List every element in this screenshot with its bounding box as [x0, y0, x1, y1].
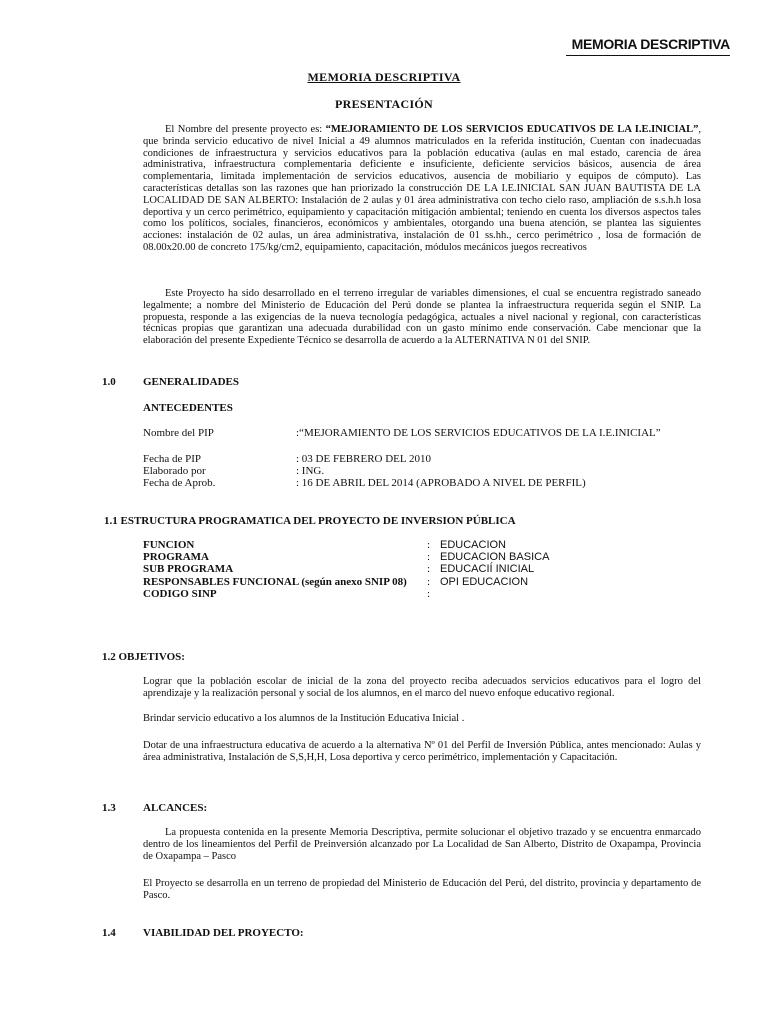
kv-value: : 03 DE FEBRERO DEL 2010	[296, 453, 431, 465]
objective-1: Lograr que la población escolar de inicial de la zona del proyecto reciba adecuados servicios educativos para el logro del aprendizaje y la realización personal y social de los alumnos, en el marco del nuevo enfoque educativo regional.	[143, 676, 701, 700]
section-1-0-title: GENERALIDADES	[143, 376, 239, 388]
alcances-text-1: La propuesta contenida en la presente Memoria Descriptiva, permite solucionar el objetivo trazado y se encuentra enmarcado dentro de los lineamientos del Perfil de Preinversión alcanzado por La Localidad de San Alberto, Distrito de Oxapampa, Provincia de Oxapampa – Pasco	[143, 827, 701, 863]
estructura-value: OPI EDUCACION	[440, 575, 529, 588]
estructura-row	[143, 539, 703, 551]
presentation-paragraph-2	[143, 288, 701, 347]
estructura-sep: :	[427, 587, 431, 600]
objective-3: Dotar de una infraestructura educativa de acuerdo a la alternativa Nº 01 del Perfil de Inversión Pública, antes mencionado: Aulas y área administrativa, Instalación de S,S,H,H, Losa deportiva y cerco perimétrico, implementación y Capacitación.	[143, 740, 701, 764]
section-1-4-number: 1.4	[102, 927, 116, 939]
section-1-4-title: VIABILIDAD DEL PROYECTO:	[143, 927, 304, 939]
header-rule	[566, 55, 730, 56]
estructura-key: PROGRAMA	[143, 551, 209, 564]
kv-value: : 16 DE ABRIL DEL 2014 (APROBADO A NIVEL DE PERFIL)	[296, 477, 586, 489]
kv-key: Fecha de Aprob.	[143, 477, 216, 489]
estructura-value: EDUCACION BASICA	[440, 551, 550, 564]
estructura-key: SUB PROGRAMA	[143, 563, 234, 576]
estructura-row	[143, 551, 703, 563]
kv-key: Elaborado por	[143, 465, 206, 477]
kv-value: : ING.	[296, 465, 325, 477]
estructura-sep: :	[427, 563, 431, 576]
estructura-table	[143, 539, 703, 600]
alcances-paragraph-1	[143, 827, 701, 864]
page-header-title: MEMORIA DESCRIPTIVA	[571, 36, 730, 52]
antecedentes-heading: ANTECEDENTES	[143, 402, 233, 414]
estructura-sep: :	[427, 575, 431, 588]
presentation-paragraph-1	[143, 124, 701, 254]
section-1-3-title: ALCANCES:	[143, 802, 208, 814]
p1-rest: , que brinda servicio educativo de nivel Inicial a 49 alumnos matriculados en la referida institución, Cuentan con inadecuadas condiciones de infraestructura y servicios educativos para la población educativa (aulas en mal estado, carencia de área administrativa, infraestructura complementaria deficiente e insuficiente, deficiente servicios básicos, ausencia de área complementaria, limitada implementación de servicios educativos, ausencia de mobiliario y equipos de cómputo). Las características detallas son las razones que han priorizado la construcción DE LA I.E.INICIAL SAN JUAN BAUTISTA DE LA LOCALIDAD DE SAN ALBERTO: Instalación de 2 aulas y 01 área administrativa con techo cielo raso, ampliación de s.s.h.h losa deportiva y un cerco perimétrico, equipamiento y capacitación mitigación ambiental; teniendo en cuenta los diversos aspectos tales como los políticos, sociales, financieros, económicos y ambientales, otorgando una buena atención, se plantea las siguientes acciones: instalación de 02 aulas, un área administrativa, instalación de 01 ss.hh., cerco perimétrico , losa de formación de 08.00x20.00 de concreto 175/kg/cm2, equipamiento, capacitación, módulos mecánicos juegos recreativos	[143, 124, 701, 253]
estructura-value: EDUCACIÍ INICIAL	[440, 563, 535, 576]
estructura-row	[143, 563, 703, 575]
estructura-row	[143, 588, 703, 600]
estructura-sep: :	[427, 551, 431, 564]
document-title: MEMORIA DESCRIPTIVA	[307, 70, 461, 84]
p2-text: Este Proyecto ha sido desarrollado en el terreno irregular de variables dimensiones, el cual se encuentra registrado saneado legalmente; a nombre del Ministerio de Educación del Perú donde se plantea la infraestructura requerida según el SNIP. La propuesta, responde a las exigencias de la nueva tecnología pedagógica, actuales a nivel nacional y regional, con características técnicas propias que garantizan una adecuada durabilidad con un gasto mínimo ende conservación. Cabe mencionar que la elaboración del presente Expediente Técnico se desarrolla de acuerdo a la ALTERNATIVA N 01 del SNIP.	[143, 288, 701, 347]
estructura-value: EDUCACION	[440, 539, 507, 551]
estructura-key: FUNCION	[143, 539, 195, 551]
document-subtitle: PRESENTACIÓN	[334, 97, 434, 111]
alcances-paragraph-2: El Proyecto se desarrolla en un terreno de propiedad del Ministerio de Educación del Perú, del distrito, provincia y departamento de Pasco.	[143, 878, 701, 902]
section-1-2-title: 1.2 OBJETIVOS:	[102, 651, 185, 663]
kv-key: Fecha de PIP	[143, 453, 202, 465]
estructura-row	[143, 576, 703, 588]
estructura-key: CODIGO SINP	[143, 587, 217, 600]
p1-lead: El Nombre del presente proyecto es:	[165, 124, 326, 135]
section-1-3-number: 1.3	[102, 802, 116, 814]
estructura-key: RESPONSABLES FUNCIONAL (según anexo SNIP 08)	[143, 575, 407, 588]
kv-row-nombre-pip	[143, 427, 743, 440]
section-1-0-number: 1.0	[102, 376, 116, 388]
section-1-1-title: 1.1 ESTRUCTURA PROGRAMATICA DEL PROYECTO DE INVERSION PÚBLICA	[104, 515, 516, 527]
estructura-sep: :	[427, 539, 431, 551]
project-name-bold: “MEJORAMIENTO DE LOS SERVICIOS EDUCATIVOS DE LA I.E.INICIAL”	[325, 124, 699, 135]
kv-value: :“MEJORAMIENTO DE LOS SERVICIOS EDUCATIVOS DE LA I.E.INICIAL”	[296, 427, 661, 439]
kv-row-fecha-aprob	[143, 477, 743, 490]
objective-2: Brindar servicio educativo a los alumnos de la Institución Educativa Inicial .	[143, 713, 465, 724]
kv-key: Nombre del PIP	[143, 427, 214, 439]
